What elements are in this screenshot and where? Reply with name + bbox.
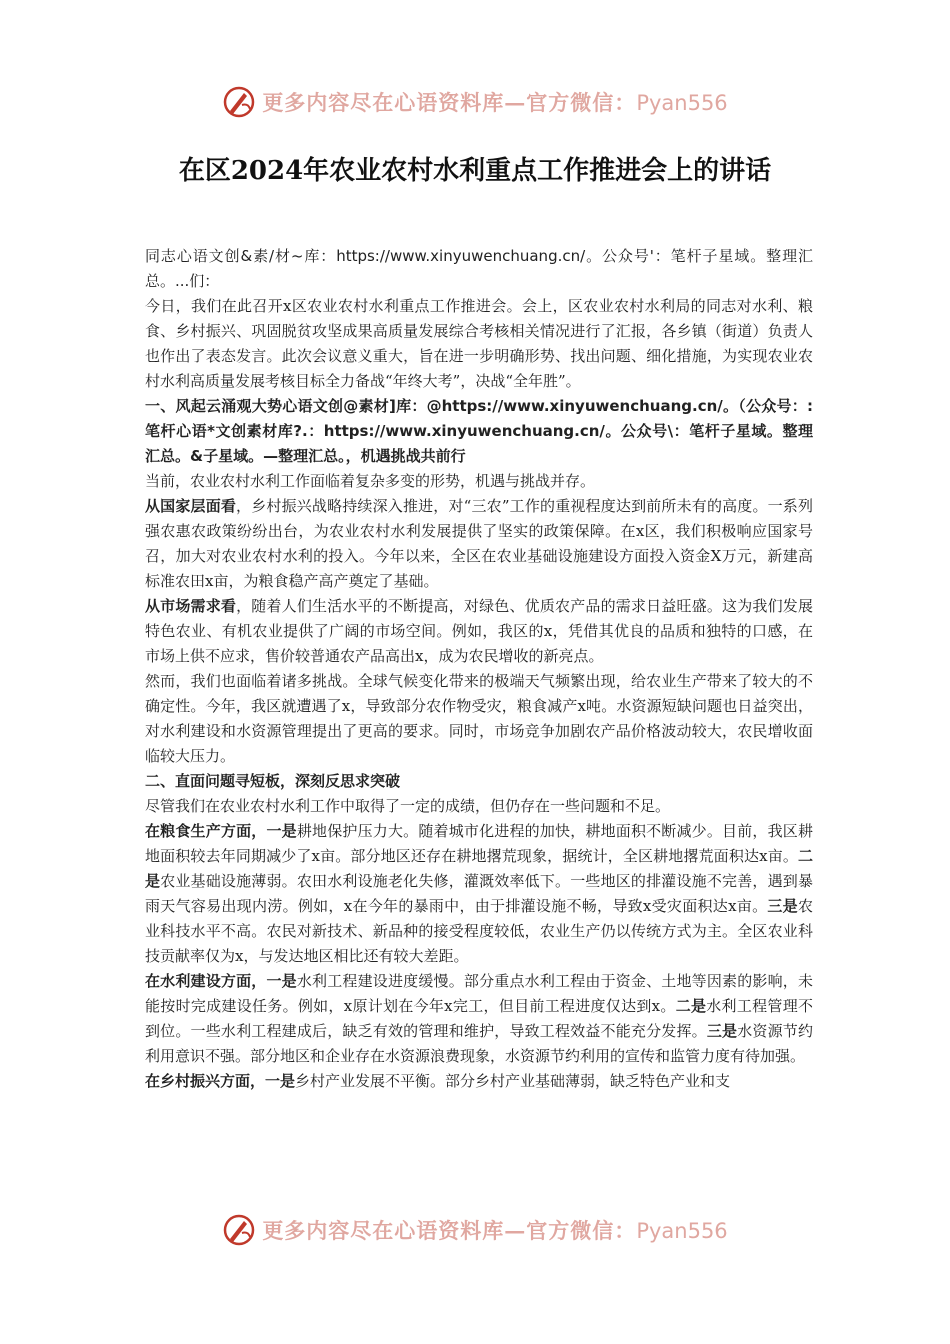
paragraph-text: ，乡村振兴战略持续深入推进，对“三农”工作的重视程度达到前所未有的高度。一系列强农惠农政策纷纷出台，为农业农村水利发展提供了坚实的政策保障。在x区，我们积极响应国家号召，加大对农业农村水利的投入。今年以来，全区在农业基础设施建设方面投入资金X万元，新建高标准农田x亩，为粮食稳产高产奠定了基础。 [145,497,813,590]
paragraph-lead: 在粮食生产方面，一是 [145,822,297,840]
document-title: 在区2024年农业农村水利重点工作推进会上的讲话 [178,156,772,186]
banner-text [262,87,727,117]
paragraph-text: 乡村产业发展不平衡。部分乡村产业基础薄弱，缺乏特色产业和支 [295,1072,731,1090]
paragraph-lead: 二是 [675,997,707,1015]
paragraph [145,594,813,669]
paragraph [145,1069,813,1094]
header-banner [0,80,950,124]
paragraph [145,494,813,594]
paragraph-text: 农业基础设施薄弱。农田水利设施老化失修，灌溉效率低下。一些地区的排灌设施不完善，遇到暴雨天气容易出现内涝。例如，x在今年的暴雨中，由于排灌设施不畅，导致x受灾面积达x亩。 [145,872,813,915]
section-heading-1: 一、风起云涌观大势心语文创@素材]库：@https://www.xinyuwenchuang.cn/。（公众号：:笔杆心语*文创素材库?.：https://www.xinyuwenchuang.cn/。公众号\：笔杆子星域。整理汇总。&子星域。—整理汇总。，机遇挑战共前行 [145,397,813,465]
paragraph-text: 水利工程建设进度缓慢。部分重点水利工程由于资金、土地等因素的影响，未能按时完成建设任务。例如，x原计划在今年x完工，但目前工程进度仅达到x。 [145,972,813,1015]
document-body [145,244,813,1094]
section-heading-2: 二、直面问题寻短板，深刻反思求突破 [145,772,401,790]
banner-text [262,1215,727,1245]
paragraph [145,819,813,969]
greeting: 同志心语文创&素/材~库：https://www.xinyuwenchuang.cn/。公众号'：笔杆子星域。整理汇总。...们： [145,247,813,290]
paragraph-text: 农业科技水平不高。农民对新技术、新品种的接受程度较低，农业生产仍以传统方式为主。全区农业科技贡献率仅为x，与发达地区相比还有较大差距。 [145,897,813,965]
paragraph-text: 水利工程管理不到位。一些水利工程建成后，缺乏有效的管理和维护，导致工程效益不能充分发挥。 [145,997,813,1040]
brand-logo-icon [222,85,256,119]
paragraph: 然而，我们也面临着诸多挑战。全球气候变化带来的极端天气频繁出现，给农业生产带来了较大的不确定性。今年，我区就遭遇了x，导致部分农作物受灾，粮食减产x吨。水资源短缺问题也日益突出，对水利建设和水资源管理提出了更高的要求。同时，市场竞争加剧农产品价格波动较大，农民增收面临较大压力。 [145,672,813,765]
banner-label: 更多内容尽在心语资料库—官方微信： [262,90,637,115]
paragraph [145,969,813,1069]
paragraph-lead: 从国家层面看 [145,497,237,515]
banner-wechat-id: Pyan556 [636,91,728,115]
paragraph-lead: 三是 [706,1022,738,1040]
paragraph: 当前，农业农村水利工作面临着复杂多变的形势，机遇与挑战并存。 [145,472,596,490]
paragraph-text: 水资源节约利用意识不强。部分地区和企业存在水资源浪费现象，水资源节约利用的宣传和监管力度有待加强。 [145,1022,813,1065]
paragraph-text: ，随着人们生活水平的不断提高，对绿色、优质农产品的需求日益旺盛。这为我们发展特色农业、有机农业提供了广阔的市场空间。例如，我区的x，凭借其优良的品质和独特的口感，在市场上供不应求，售价较普通农产品高出x，成为农民增收的新亮点。 [145,597,813,665]
paragraph-lead: 在乡村振兴方面，一是 [145,1072,296,1090]
paragraph-lead: 二是 [145,847,813,890]
paragraph: 尽管我们在农业农村水利工作中取得了一定的成绩，但仍存在一些问题和不足。 [145,797,671,815]
banner-wechat-id: Pyan556 [636,1219,728,1243]
paragraph-lead: 三是 [767,897,798,915]
banner-label: 更多内容尽在心语资料库—官方微信： [262,1218,637,1243]
footer-banner [0,1208,950,1252]
paragraph-lead: 从市场需求看 [145,597,237,615]
intro-paragraph: 今日，我们在此召开x区农业农村水利重点工作推进会。会上，区农业农村水利局的同志对水利、粮食、乡村振兴、巩固脱贫攻坚成果高质量发展综合考核相关情况进行了汇报，各乡镇（街道）负责人也作出了表态发言。此次会议意义重大，旨在进一步明确形势、找出问题、细化措施，为实现农业农村水利高质量发展考核目标全力备战“年终大考”，决战“全年胜”。 [145,297,813,390]
paragraph-text: 耕地保护压力大。随着城市化进程的加快，耕地面积不断减少。目前，我区耕地面积较去年同期减少了x亩。部分地区还存在耕地撂荒现象，据统计，全区耕地撂荒面积达x亩。 [145,822,813,865]
paragraph-lead: 在水利建设方面，一是 [145,972,297,990]
brand-logo-icon [222,1213,256,1247]
